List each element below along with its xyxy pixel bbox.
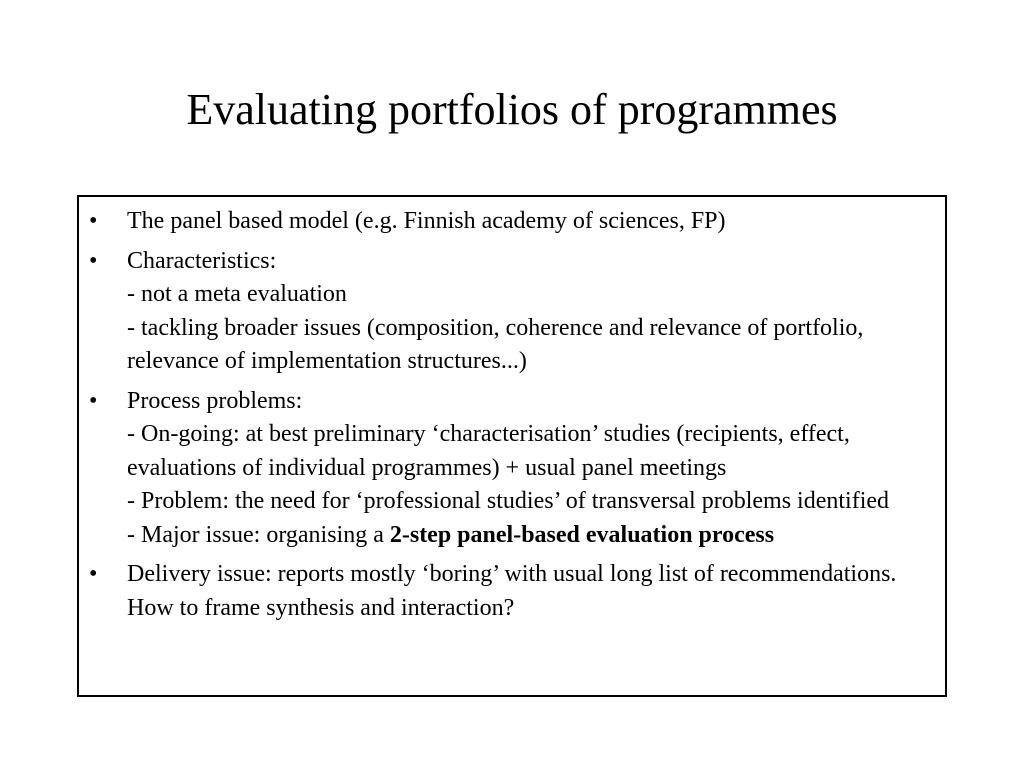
bullet-icon: • (89, 208, 98, 234)
sub-point-major-issue (127, 519, 931, 553)
sub-point: - On-going: at best preliminary ‘characterisation’ studies (recipients, effect, evaluations of individual programmes) + usual panel meetings (127, 421, 850, 481)
bullet-icon: • (89, 247, 98, 274)
sub-point-text: - Major issue: organising a (127, 521, 390, 548)
slide-title: Evaluating portfolios of programmes (186, 85, 838, 134)
sub-point: - not a meta evaluation (127, 281, 347, 307)
content-box (77, 195, 947, 697)
bullet-item-characteristics (79, 245, 945, 379)
bullet-text: Delivery issue: reports mostly ‘boring’ with usual long list of recommendations. How to frame synthesis and interaction? (127, 561, 897, 621)
sub-point: - tackling broader issues (composition, coherence and relevance of portfolio, relevance of implementation structures...) (127, 314, 864, 374)
bullet-heading: Characteristics: (127, 247, 277, 274)
bullet-item-delivery-issue (79, 558, 945, 625)
bullet-icon: • (89, 561, 98, 587)
bullet-item-process-problems (79, 385, 945, 553)
bullet-list (79, 205, 945, 631)
bullet-item-panel-model (79, 205, 945, 239)
bullet-text: The panel based model (e.g. Finnish academy of sciences, FP) (127, 208, 726, 234)
sub-point: - Problem: the need for ‘professional studies’ of transversal problems identified (127, 488, 890, 514)
bullet-icon: • (89, 387, 98, 414)
bullet-heading: Process problems: (127, 387, 303, 414)
emphasis-text: 2-step panel-based evaluation process (389, 521, 775, 548)
